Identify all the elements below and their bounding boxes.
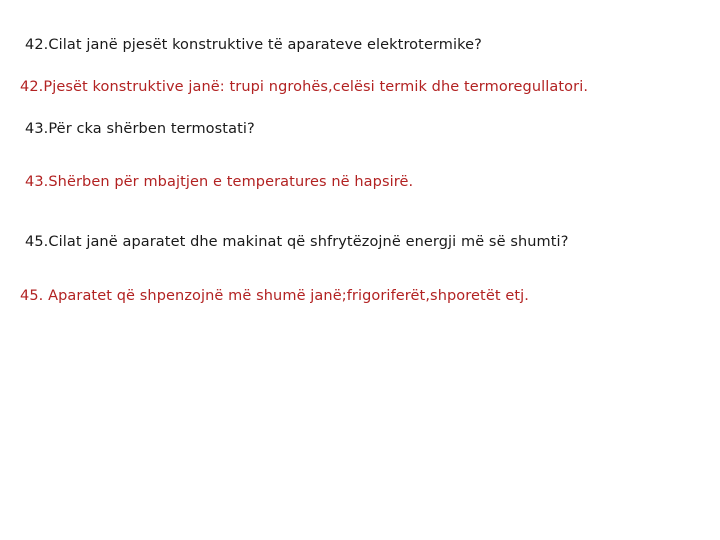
question-43: 43.Për cka shërben termostati? (25, 121, 255, 137)
answer-42: 42.Pjesët konstruktive janë: trupi ngrohës,celësi termik dhe termoregullatori. (20, 79, 589, 95)
answer-43: 43.Shërben për mbajtjen e temperatures në hapsirë. (25, 174, 414, 190)
question-45: 45.Cilat janë aparatet dhe makinat që shfrytëzojnë energji më së shumti? (25, 234, 569, 250)
answer-45: 45. Aparatet që shpenzojnë më shumë janë;frigoriferët,shporetët etj. (20, 288, 529, 304)
question-42: 42.Cilat janë pjesët konstruktive të aparateve elektrotermike? (25, 37, 482, 53)
